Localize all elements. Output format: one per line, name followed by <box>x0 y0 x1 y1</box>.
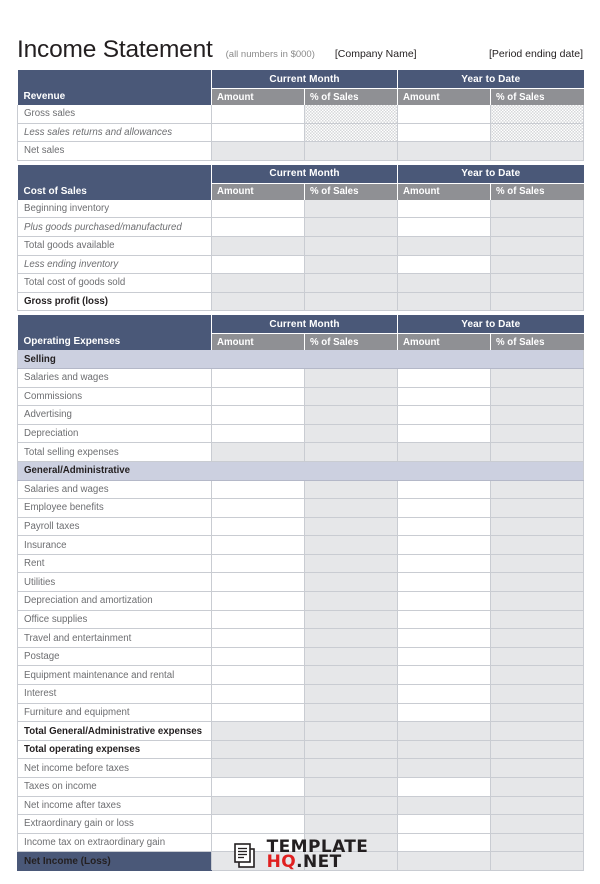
table-row <box>18 236 584 255</box>
group-band-label: Selling <box>18 350 584 368</box>
value-cell-cm-pct[interactable] <box>305 554 398 573</box>
value-cell-ytd-amount[interactable] <box>398 387 491 406</box>
section-title: Revenue <box>18 70 212 105</box>
table-row <box>18 554 584 573</box>
col-header-ytd-pct: % of Sales <box>491 183 584 200</box>
value-cell-cm-pct[interactable] <box>305 647 398 666</box>
section-header-row <box>18 315 584 334</box>
table-row <box>18 218 584 237</box>
table-row <box>18 629 584 648</box>
value-cell-ytd-amount[interactable] <box>398 778 491 797</box>
value-cell-cm-amount[interactable] <box>212 517 305 536</box>
row-label: Travel and entertainment <box>18 629 212 648</box>
footer <box>0 837 600 872</box>
col-header-ytd-amount: Amount <box>398 334 491 351</box>
table-row <box>18 105 584 123</box>
value-cell-ytd-amount[interactable] <box>398 573 491 592</box>
table-row <box>18 610 584 629</box>
value-cell-cm-amount[interactable] <box>212 815 305 834</box>
value-cell-ytd-amount[interactable] <box>398 666 491 685</box>
table-row <box>18 517 584 536</box>
value-cell-ytd-amount[interactable] <box>398 123 491 142</box>
row-label: Depreciation and amortization <box>18 592 212 611</box>
row-label: Income tax on extraordinary gain <box>18 833 212 852</box>
row-label: Furniture and equipment <box>18 703 212 722</box>
value-cell-ytd-pct[interactable] <box>491 368 584 387</box>
value-cell-ytd-amount[interactable] <box>398 722 491 741</box>
table-row <box>18 740 584 759</box>
value-cell-ytd-pct[interactable] <box>491 740 584 759</box>
value-cell-cm-amount[interactable] <box>212 480 305 499</box>
value-cell-ytd-pct[interactable] <box>491 255 584 274</box>
row-label: Depreciation <box>18 424 212 443</box>
value-cell-cm-amount[interactable] <box>212 536 305 555</box>
logo-accent: HQ <box>266 852 297 872</box>
value-cell-cm-pct[interactable] <box>305 255 398 274</box>
value-cell-cm-amount[interactable] <box>212 610 305 629</box>
value-cell-cm-amount[interactable] <box>212 424 305 443</box>
value-cell-ytd-amount[interactable] <box>398 142 491 161</box>
row-label: Interest <box>18 685 212 704</box>
logo-wordmark <box>266 837 369 872</box>
row-label: Plus goods purchased/manufactured <box>18 218 212 237</box>
col-header-cm-amount: Amount <box>212 89 305 106</box>
value-cell-cm-pct[interactable] <box>305 573 398 592</box>
value-cell-ytd-amount[interactable] <box>398 424 491 443</box>
value-cell-ytd-amount[interactable] <box>398 499 491 518</box>
value-cell-cm-amount[interactable] <box>212 142 305 161</box>
value-cell-ytd-pct[interactable] <box>491 815 584 834</box>
value-cell-cm-pct[interactable] <box>305 387 398 406</box>
value-cell-ytd-pct[interactable] <box>491 517 584 536</box>
table-row <box>18 815 584 834</box>
value-cell-cm-amount[interactable] <box>212 387 305 406</box>
value-cell-ytd-amount[interactable] <box>398 517 491 536</box>
table-row <box>18 573 584 592</box>
value-cell-cm-amount[interactable] <box>212 647 305 666</box>
table-row <box>18 387 584 406</box>
column-group-year-to-date: Year to Date <box>398 70 584 89</box>
value-cell-cm-pct[interactable] <box>305 536 398 555</box>
value-cell-ytd-pct[interactable] <box>491 406 584 425</box>
value-cell-ytd-amount[interactable] <box>398 480 491 499</box>
col-header-cm-amount: Amount <box>212 334 305 351</box>
value-cell-ytd-pct[interactable] <box>491 105 584 123</box>
value-cell-cm-pct[interactable] <box>305 666 398 685</box>
value-cell-ytd-pct[interactable] <box>491 647 584 666</box>
value-cell-cm-pct[interactable] <box>305 406 398 425</box>
value-cell-ytd-pct[interactable] <box>491 703 584 722</box>
column-group-current-month: Current Month <box>212 70 398 89</box>
logo-line-2 <box>266 852 369 872</box>
value-cell-ytd-pct[interactable] <box>491 666 584 685</box>
row-label: Total operating expenses <box>18 740 212 759</box>
value-cell-cm-amount[interactable] <box>212 236 305 255</box>
column-group-current-month: Current Month <box>212 315 398 334</box>
col-header-cm-pct: % of Sales <box>305 89 398 106</box>
value-cell-ytd-amount[interactable] <box>398 368 491 387</box>
group-band-row <box>18 461 584 480</box>
value-cell-cm-pct[interactable] <box>305 685 398 704</box>
row-label: Employee benefits <box>18 499 212 518</box>
row-label: Salaries and wages <box>18 480 212 499</box>
group-band-row <box>18 350 584 368</box>
value-cell-ytd-amount[interactable] <box>398 274 491 293</box>
company-name-placeholder[interactable]: [Company Name] <box>334 48 417 60</box>
value-cell-cm-amount[interactable] <box>212 406 305 425</box>
table-row <box>18 255 584 274</box>
table-row <box>18 592 584 611</box>
row-label: Insurance <box>18 536 212 555</box>
value-cell-cm-pct[interactable] <box>305 610 398 629</box>
value-cell-ytd-amount[interactable] <box>398 629 491 648</box>
value-cell-cm-pct[interactable] <box>305 424 398 443</box>
table-row <box>18 759 584 778</box>
value-cell-ytd-amount[interactable] <box>398 647 491 666</box>
value-cell-cm-pct[interactable] <box>305 740 398 759</box>
table-row <box>18 499 584 518</box>
value-cell-ytd-pct[interactable] <box>491 123 584 142</box>
value-cell-ytd-pct[interactable] <box>491 778 584 797</box>
value-cell-cm-amount[interactable] <box>212 778 305 797</box>
column-group-current-month: Current Month <box>212 165 398 184</box>
value-cell-cm-amount[interactable] <box>212 740 305 759</box>
value-cell-ytd-amount[interactable] <box>398 443 491 462</box>
value-cell-ytd-pct[interactable] <box>491 292 584 311</box>
value-cell-cm-pct[interactable] <box>305 703 398 722</box>
value-cell-cm-pct[interactable] <box>305 499 398 518</box>
table-row <box>18 536 584 555</box>
row-label: Taxes on income <box>18 778 212 797</box>
value-cell-cm-amount[interactable] <box>212 499 305 518</box>
row-label: Less sales returns and allowances <box>18 123 212 142</box>
row-label: Commissions <box>18 387 212 406</box>
section-header-row <box>18 70 584 89</box>
value-cell-ytd-pct[interactable] <box>491 610 584 629</box>
col-header-ytd-pct: % of Sales <box>491 89 584 106</box>
value-cell-cm-pct[interactable] <box>305 480 398 499</box>
value-cell-ytd-pct[interactable] <box>491 629 584 648</box>
value-cell-ytd-amount[interactable] <box>398 610 491 629</box>
value-cell-cm-amount[interactable] <box>212 685 305 704</box>
value-cell-cm-pct[interactable] <box>305 517 398 536</box>
row-label: Salaries and wages <box>18 368 212 387</box>
section-title: Cost of Sales <box>18 165 212 200</box>
table-row <box>18 406 584 425</box>
value-cell-cm-pct[interactable] <box>305 592 398 611</box>
value-cell-ytd-pct[interactable] <box>491 424 584 443</box>
value-cell-ytd-amount[interactable] <box>398 554 491 573</box>
value-cell-ytd-amount[interactable] <box>398 218 491 237</box>
table-row <box>18 666 584 685</box>
row-label: Extraordinary gain or loss <box>18 815 212 834</box>
row-label: Utilities <box>18 573 212 592</box>
value-cell-ytd-amount[interactable] <box>398 685 491 704</box>
document-header <box>17 0 583 70</box>
row-label: Total General/Administrative expenses <box>18 722 212 741</box>
table-row <box>18 443 584 462</box>
table-row <box>18 647 584 666</box>
value-cell-ytd-pct[interactable] <box>491 573 584 592</box>
section-title: Operating Expenses <box>18 315 212 350</box>
row-label: Net sales <box>18 142 212 161</box>
row-label: Less ending inventory <box>18 255 212 274</box>
table-row <box>18 796 584 815</box>
value-cell-ytd-amount[interactable] <box>398 740 491 759</box>
value-cell-cm-amount[interactable] <box>212 292 305 311</box>
row-label: Net income after taxes <box>18 796 212 815</box>
value-cell-ytd-pct[interactable] <box>491 722 584 741</box>
value-cell-ytd-pct[interactable] <box>491 218 584 237</box>
value-cell-cm-amount[interactable] <box>212 443 305 462</box>
row-label: Equipment maintenance and rental <box>18 666 212 685</box>
value-cell-cm-amount[interactable] <box>212 255 305 274</box>
value-cell-cm-pct[interactable] <box>305 796 398 815</box>
income-statement-table <box>17 70 584 871</box>
value-cell-cm-pct[interactable] <box>305 236 398 255</box>
page-title: Income Statement <box>17 36 213 63</box>
table-row <box>18 685 584 704</box>
value-cell-cm-pct[interactable] <box>305 722 398 741</box>
value-cell-cm-pct[interactable] <box>305 368 398 387</box>
col-header-ytd-pct: % of Sales <box>491 334 584 351</box>
value-cell-cm-pct[interactable] <box>305 200 398 218</box>
value-cell-cm-amount[interactable] <box>212 123 305 142</box>
table-row <box>18 722 584 741</box>
value-cell-cm-amount[interactable] <box>212 105 305 123</box>
value-cell-ytd-amount[interactable] <box>398 406 491 425</box>
value-cell-ytd-pct[interactable] <box>491 480 584 499</box>
value-cell-ytd-amount[interactable] <box>398 703 491 722</box>
col-header-cm-pct: % of Sales <box>305 183 398 200</box>
value-cell-cm-amount[interactable] <box>212 722 305 741</box>
logo-line-1: TEMPLATE <box>266 837 369 857</box>
net-income-label: Net Income (Loss) <box>18 852 212 871</box>
value-cell-ytd-amount[interactable] <box>398 236 491 255</box>
group-band-label: General/Administrative <box>18 461 584 480</box>
value-cell-ytd-pct[interactable] <box>491 759 584 778</box>
value-cell-ytd-amount[interactable] <box>398 796 491 815</box>
period-ending-placeholder[interactable]: [Period ending date] <box>489 48 583 60</box>
templatehq-logo[interactable] <box>232 837 369 872</box>
value-cell-cm-amount[interactable] <box>212 629 305 648</box>
value-cell-ytd-pct[interactable] <box>491 796 584 815</box>
value-cell-ytd-pct[interactable] <box>491 685 584 704</box>
row-label: Payroll taxes <box>18 517 212 536</box>
value-cell-ytd-amount[interactable] <box>398 536 491 555</box>
value-cell-cm-amount[interactable] <box>212 666 305 685</box>
value-cell-cm-pct[interactable] <box>305 218 398 237</box>
row-label: Advertising <box>18 406 212 425</box>
value-cell-cm-pct[interactable] <box>305 778 398 797</box>
table-row <box>18 142 584 161</box>
value-cell-cm-amount[interactable] <box>212 274 305 293</box>
value-cell-ytd-amount[interactable] <box>398 292 491 311</box>
value-cell-ytd-amount[interactable] <box>398 592 491 611</box>
value-cell-cm-amount[interactable] <box>212 796 305 815</box>
value-cell-cm-amount[interactable] <box>212 592 305 611</box>
value-cell-cm-pct[interactable] <box>305 629 398 648</box>
value-cell-cm-pct[interactable] <box>305 759 398 778</box>
col-header-cm-pct: % of Sales <box>305 334 398 351</box>
row-label: Gross profit (loss) <box>18 292 212 311</box>
row-label: Postage <box>18 647 212 666</box>
section-header-row <box>18 165 584 184</box>
table-row <box>18 703 584 722</box>
table-row <box>18 778 584 797</box>
value-cell-ytd-pct[interactable] <box>491 387 584 406</box>
value-cell-ytd-pct[interactable] <box>491 499 584 518</box>
units-note: (all numbers in $000) <box>225 49 315 60</box>
value-cell-cm-pct[interactable] <box>305 123 398 142</box>
value-cell-cm-pct[interactable] <box>305 292 398 311</box>
value-cell-cm-amount[interactable] <box>212 573 305 592</box>
table-row <box>18 123 584 142</box>
row-label: Total selling expenses <box>18 443 212 462</box>
value-cell-ytd-amount[interactable] <box>398 759 491 778</box>
row-label: Beginning inventory <box>18 200 212 218</box>
value-cell-cm-amount[interactable] <box>212 759 305 778</box>
value-cell-ytd-pct[interactable] <box>491 592 584 611</box>
value-cell-cm-pct[interactable] <box>305 274 398 293</box>
row-label: Gross sales <box>18 105 212 123</box>
row-label: Total cost of goods sold <box>18 274 212 293</box>
column-group-year-to-date: Year to Date <box>398 315 584 334</box>
value-cell-cm-pct[interactable] <box>305 142 398 161</box>
value-cell-ytd-pct[interactable] <box>491 236 584 255</box>
value-cell-cm-amount[interactable] <box>212 368 305 387</box>
documents-icon <box>232 840 262 870</box>
value-cell-ytd-amount[interactable] <box>398 200 491 218</box>
table-row <box>18 274 584 293</box>
value-cell-ytd-pct[interactable] <box>491 200 584 218</box>
value-cell-ytd-pct[interactable] <box>491 536 584 555</box>
table-row <box>18 368 584 387</box>
value-cell-ytd-amount[interactable] <box>398 105 491 123</box>
value-cell-ytd-amount[interactable] <box>398 255 491 274</box>
logo-domain: .NET <box>296 852 342 872</box>
row-label: Office supplies <box>18 610 212 629</box>
value-cell-cm-amount[interactable] <box>212 703 305 722</box>
value-cell-ytd-amount[interactable] <box>398 815 491 834</box>
value-cell-cm-pct[interactable] <box>305 105 398 123</box>
table-row <box>18 200 584 218</box>
table-row <box>18 424 584 443</box>
row-label: Net income before taxes <box>18 759 212 778</box>
value-cell-cm-pct[interactable] <box>305 815 398 834</box>
value-cell-ytd-pct[interactable] <box>491 554 584 573</box>
col-header-ytd-amount: Amount <box>398 89 491 106</box>
col-header-ytd-amount: Amount <box>398 183 491 200</box>
value-cell-cm-pct[interactable] <box>305 443 398 462</box>
row-label: Rent <box>18 554 212 573</box>
value-cell-ytd-pct[interactable] <box>491 274 584 293</box>
row-label: Total goods available <box>18 236 212 255</box>
value-cell-cm-amount[interactable] <box>212 218 305 237</box>
table-row <box>18 480 584 499</box>
column-group-year-to-date: Year to Date <box>398 165 584 184</box>
table-row <box>18 292 584 311</box>
value-cell-cm-amount[interactable] <box>212 554 305 573</box>
value-cell-ytd-pct[interactable] <box>491 142 584 161</box>
col-header-cm-amount: Amount <box>212 183 305 200</box>
value-cell-ytd-pct[interactable] <box>491 443 584 462</box>
value-cell-cm-amount[interactable] <box>212 200 305 218</box>
